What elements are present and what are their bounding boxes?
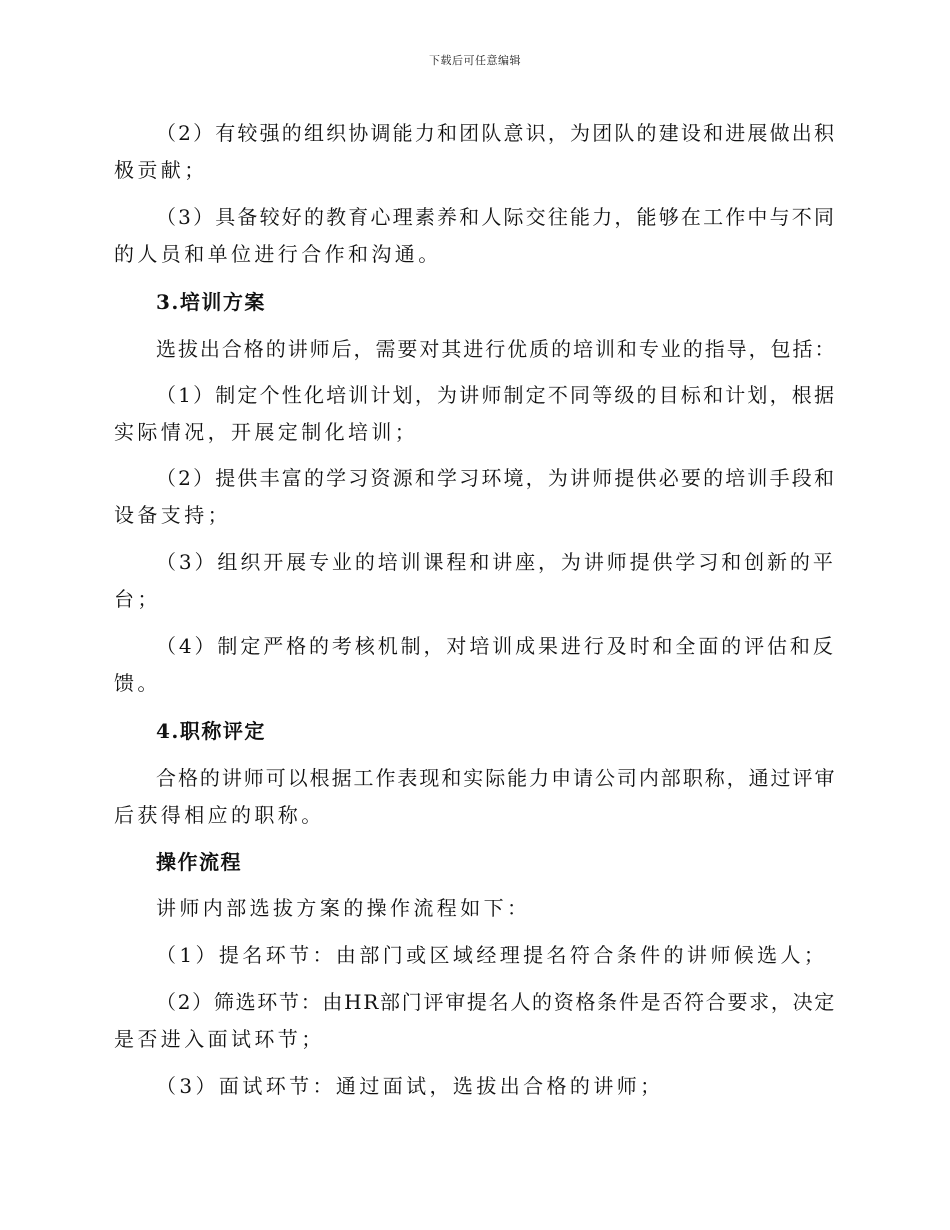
- paragraph-line: 讲师内部选拔方案的操作流程如下：: [156, 896, 531, 920]
- paragraph-line: （2）筛选环节：由HR部门评审提名人的资格条件是否符合要求，决定: [156, 990, 837, 1014]
- paragraph-line: （3）组织开展专业的培训课程和讲座，为讲师提供学习和创新的平: [156, 550, 836, 574]
- section-heading: 3.培训方案: [156, 290, 266, 314]
- paragraph-line: 台；: [114, 587, 161, 611]
- section-heading: 操作流程: [156, 850, 242, 874]
- paragraph-line: 选拔出合格的讲师后，需要对其进行优质的培训和专业的指导，包括：: [156, 337, 837, 361]
- paragraph-line: 是否进入面试环节；: [114, 1027, 325, 1051]
- paragraph-line: 馈。: [114, 671, 161, 695]
- paragraph-line: 的人员和单位进行合作和沟通。: [114, 242, 442, 266]
- paragraph-line: （1）制定个性化培训计划，为讲师制定不同等级的目标和计划，根据: [156, 383, 837, 407]
- paragraph-line: 实际情况，开展定制化培训；: [114, 420, 419, 444]
- paragraph-line: （1）提名环节：由部门或区域经理提名符合条件的讲师候选人；: [156, 943, 828, 967]
- paragraph-line: 极贡献；: [114, 158, 208, 182]
- paragraph-line: 设备支持；: [114, 503, 231, 527]
- paragraph-line: （2）提供丰富的学习资源和学习环境，为讲师提供必要的培训手段和: [156, 466, 837, 490]
- paragraph-line: （3）具备较好的教育心理素养和人际交往能力，能够在工作中与不同: [156, 205, 837, 229]
- page-header: 下载后可任意编辑: [429, 54, 521, 67]
- paragraph-line: 合格的讲师可以根据工作表现和实际能力申请公司内部职称，通过评审: [156, 766, 837, 790]
- paragraph-line: （2）有较强的组织协调能力和团队意识，为团队的建设和进展做出积: [156, 121, 837, 145]
- paragraph-line: 后获得相应的职称。: [114, 803, 325, 827]
- section-heading: 4.职称评定: [156, 719, 266, 743]
- paragraph-line: （4）制定严格的考核机制，对培训成果进行及时和全面的评估和反: [156, 634, 836, 658]
- paragraph-line: （3）面试环节：通过面试，选拔出合格的讲师；: [156, 1074, 664, 1098]
